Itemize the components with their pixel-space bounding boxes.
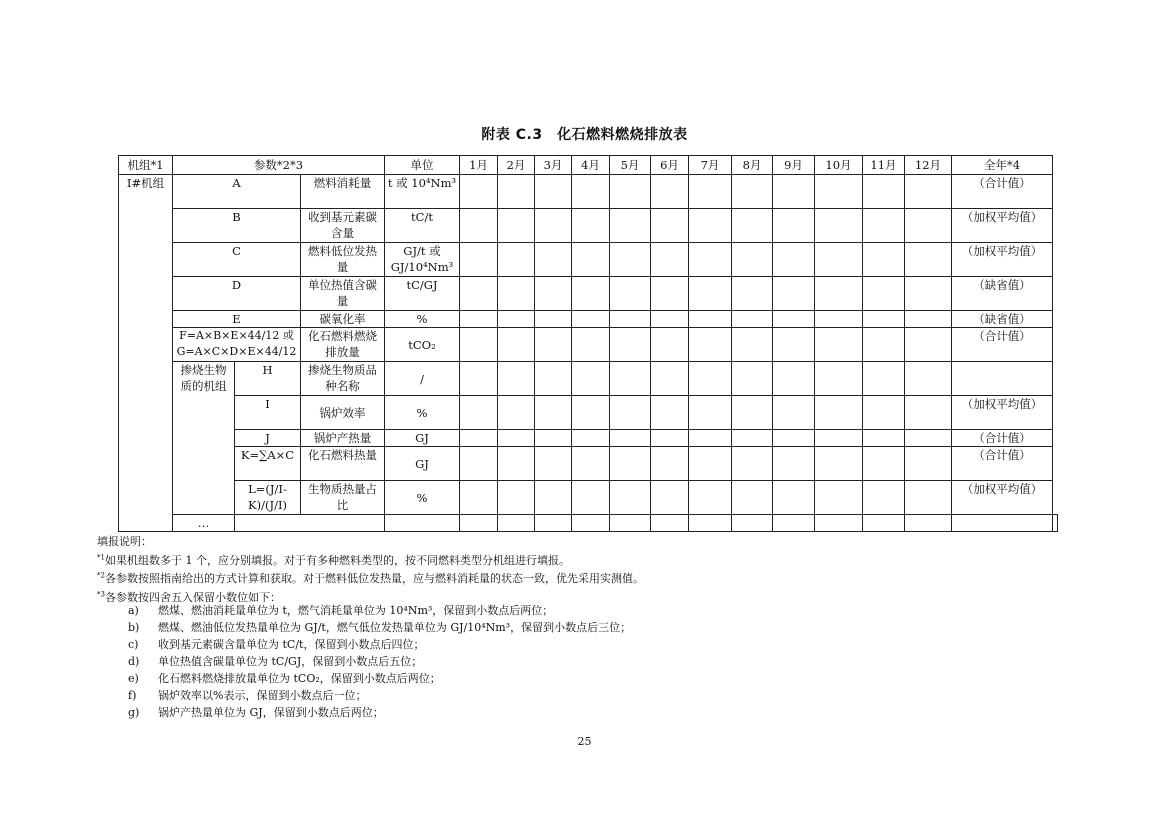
param-code: F=A×B×E×44/12 或 G=A×C×D×E×44/12 bbox=[173, 328, 301, 362]
month-cell[interactable] bbox=[498, 481, 535, 515]
month-cell[interactable] bbox=[815, 362, 863, 396]
month-cell[interactable] bbox=[651, 515, 689, 532]
param-code: J bbox=[235, 430, 301, 447]
month-cell[interactable] bbox=[689, 515, 732, 532]
month-cell[interactable] bbox=[535, 396, 572, 430]
month-cell[interactable] bbox=[572, 328, 610, 362]
month-cell[interactable] bbox=[689, 447, 732, 481]
month-cell[interactable] bbox=[572, 481, 610, 515]
month-cell[interactable] bbox=[651, 430, 689, 447]
list-item bbox=[128, 602, 631, 619]
month-cell[interactable] bbox=[905, 311, 952, 328]
month-cell[interactable] bbox=[732, 515, 773, 532]
header-params: 参数*2*3 bbox=[173, 156, 385, 175]
param-code: B bbox=[173, 209, 301, 243]
header-annual: 全年*4 bbox=[952, 156, 1053, 175]
month-cell[interactable] bbox=[815, 430, 863, 447]
month-cell[interactable] bbox=[905, 328, 952, 362]
month-cell[interactable] bbox=[651, 481, 689, 515]
month-cell[interactable] bbox=[610, 430, 651, 447]
month-cell[interactable] bbox=[572, 447, 610, 481]
param-name: 碳氧化率 bbox=[301, 311, 385, 328]
month-cell[interactable] bbox=[498, 175, 535, 209]
table-row bbox=[119, 447, 1058, 481]
month-cell[interactable] bbox=[815, 311, 863, 328]
month-cell[interactable] bbox=[651, 243, 689, 277]
header-row bbox=[119, 156, 1058, 175]
filling-notes bbox=[97, 533, 644, 607]
list-text: 收到基元素碳含量单位为 tC/t，保留到小数点后四位； bbox=[158, 638, 425, 651]
table-row bbox=[119, 277, 1058, 311]
list-label: g) bbox=[128, 706, 140, 719]
param-name: 燃料低位发热量 bbox=[301, 243, 385, 277]
month-cell[interactable] bbox=[815, 396, 863, 430]
list-text: 单位热值含碳量单位为 tC/GJ，保留到小数点后五位； bbox=[158, 655, 423, 668]
param-unit: tCO₂ bbox=[385, 328, 460, 362]
month-cell[interactable] bbox=[815, 277, 863, 311]
month-cell[interactable] bbox=[732, 243, 773, 277]
month-cell[interactable] bbox=[732, 277, 773, 311]
month-cell[interactable] bbox=[773, 396, 815, 430]
month-cell[interactable] bbox=[732, 362, 773, 396]
month-cell[interactable] bbox=[773, 243, 815, 277]
month-cell[interactable] bbox=[905, 447, 952, 481]
param-code: C bbox=[173, 243, 301, 277]
param-name: 掺烧生物质品种名称 bbox=[301, 362, 385, 396]
month-cell[interactable] bbox=[610, 481, 651, 515]
subgroup-label: 掺烧生物质的机组 bbox=[173, 362, 235, 515]
month-cell[interactable] bbox=[732, 447, 773, 481]
annual-cell: （合计值） bbox=[952, 447, 1053, 481]
month-cell[interactable] bbox=[863, 362, 905, 396]
month-cell[interactable] bbox=[863, 243, 905, 277]
month-cell[interactable] bbox=[498, 209, 535, 243]
month-cell[interactable] bbox=[572, 209, 610, 243]
month-cell[interactable] bbox=[815, 515, 863, 532]
month-cell[interactable] bbox=[535, 515, 572, 532]
unit-group-label: I#机组 bbox=[119, 175, 173, 532]
header-month: 1月 bbox=[460, 156, 498, 175]
month-cell[interactable] bbox=[498, 328, 535, 362]
list-label: a) bbox=[128, 604, 139, 617]
month-cell[interactable] bbox=[498, 277, 535, 311]
param-name: 化石燃料燃烧排放量 bbox=[301, 328, 385, 362]
param-name: 收到基元素碳含量 bbox=[301, 209, 385, 243]
header-unit-group: 机组*1 bbox=[119, 156, 173, 175]
ellipsis-row bbox=[119, 515, 1058, 532]
month-cell[interactable] bbox=[651, 328, 689, 362]
table-row bbox=[119, 175, 1058, 209]
table-title: 附表 C.3 化石燃料燃烧排放表 bbox=[481, 127, 688, 143]
month-cell[interactable] bbox=[905, 515, 952, 532]
annual-cell: （缺省值） bbox=[952, 311, 1053, 328]
month-cell[interactable] bbox=[863, 328, 905, 362]
table-row bbox=[119, 243, 1058, 277]
month-cell[interactable] bbox=[773, 481, 815, 515]
month-cell[interactable] bbox=[815, 447, 863, 481]
empty-cell bbox=[1053, 515, 1058, 532]
header-month: 7月 bbox=[689, 156, 732, 175]
month-cell[interactable] bbox=[498, 515, 535, 532]
param-unit: % bbox=[385, 396, 460, 430]
month-cell[interactable] bbox=[610, 362, 651, 396]
param-unit: % bbox=[385, 311, 460, 328]
param-name: 化石燃料热量 bbox=[301, 447, 385, 481]
annual-cell: （缺省值） bbox=[952, 277, 1053, 311]
month-cell[interactable] bbox=[651, 447, 689, 481]
month-cell[interactable] bbox=[460, 481, 498, 515]
month-cell[interactable] bbox=[460, 311, 498, 328]
month-cell[interactable] bbox=[905, 209, 952, 243]
month-cell[interactable] bbox=[689, 328, 732, 362]
month-cell[interactable] bbox=[689, 396, 732, 430]
month-cell[interactable] bbox=[572, 311, 610, 328]
header-month: 6月 bbox=[651, 156, 689, 175]
month-cell[interactable] bbox=[610, 175, 651, 209]
month-cell[interactable] bbox=[572, 396, 610, 430]
param-unit: GJ/t 或 GJ/10⁴Nm³ bbox=[385, 243, 460, 277]
list-item bbox=[128, 619, 631, 636]
month-cell[interactable] bbox=[535, 362, 572, 396]
param-name: 燃料消耗量 bbox=[301, 175, 385, 209]
month-cell[interactable] bbox=[498, 311, 535, 328]
param-code: D bbox=[173, 277, 301, 311]
month-cell[interactable] bbox=[689, 277, 732, 311]
header-month: 12月 bbox=[905, 156, 952, 175]
list-label: f) bbox=[128, 689, 137, 702]
month-cell[interactable] bbox=[535, 277, 572, 311]
month-cell[interactable] bbox=[535, 447, 572, 481]
month-cell[interactable] bbox=[460, 396, 498, 430]
footnote-mark: *2 bbox=[97, 571, 105, 580]
month-cell[interactable] bbox=[863, 396, 905, 430]
table-row bbox=[119, 362, 1058, 396]
month-cell[interactable] bbox=[863, 209, 905, 243]
empty-cell bbox=[235, 515, 385, 532]
empty-cell bbox=[460, 515, 498, 532]
header-month: 2月 bbox=[498, 156, 535, 175]
month-cell[interactable] bbox=[905, 243, 952, 277]
table-row bbox=[119, 481, 1058, 515]
table-row bbox=[119, 328, 1058, 362]
list-label: d) bbox=[128, 655, 140, 668]
month-cell[interactable] bbox=[732, 328, 773, 362]
empty-cell bbox=[385, 515, 460, 532]
header-month: 11月 bbox=[863, 156, 905, 175]
month-cell[interactable] bbox=[773, 447, 815, 481]
month-cell[interactable] bbox=[572, 362, 610, 396]
month-cell[interactable] bbox=[460, 175, 498, 209]
month-cell[interactable] bbox=[651, 277, 689, 311]
month-cell[interactable] bbox=[815, 209, 863, 243]
month-cell[interactable] bbox=[535, 430, 572, 447]
month-cell[interactable] bbox=[863, 277, 905, 311]
header-month: 4月 bbox=[572, 156, 610, 175]
month-cell[interactable] bbox=[689, 362, 732, 396]
month-cell[interactable] bbox=[572, 277, 610, 311]
month-cell[interactable] bbox=[815, 481, 863, 515]
footnote-text: 各参数按四舍五入保留小数位如下： bbox=[104, 590, 281, 604]
param-code: L=(J/I-K)/(J/I) bbox=[235, 481, 301, 515]
month-cell[interactable] bbox=[651, 209, 689, 243]
month-cell[interactable] bbox=[863, 430, 905, 447]
month-cell[interactable] bbox=[572, 515, 610, 532]
notes-heading: 填报说明： bbox=[97, 535, 152, 548]
month-cell[interactable] bbox=[572, 430, 610, 447]
annual-cell bbox=[952, 362, 1053, 396]
param-unit: % bbox=[385, 481, 460, 515]
header-month: 9月 bbox=[773, 156, 815, 175]
month-cell[interactable] bbox=[773, 515, 815, 532]
month-cell[interactable] bbox=[498, 430, 535, 447]
month-cell[interactable] bbox=[610, 328, 651, 362]
ellipsis-cell: … bbox=[173, 515, 235, 532]
month-cell[interactable] bbox=[610, 311, 651, 328]
table-row bbox=[119, 396, 1058, 430]
month-cell[interactable] bbox=[610, 209, 651, 243]
month-cell[interactable] bbox=[651, 175, 689, 209]
param-unit: GJ bbox=[385, 430, 460, 447]
month-cell[interactable] bbox=[863, 447, 905, 481]
month-cell[interactable] bbox=[498, 243, 535, 277]
header-month: 3月 bbox=[535, 156, 572, 175]
month-cell[interactable] bbox=[651, 362, 689, 396]
header-unit: 单位 bbox=[385, 156, 460, 175]
month-cell[interactable] bbox=[572, 243, 610, 277]
annual-cell: （加权平均值） bbox=[952, 396, 1053, 430]
month-cell[interactable] bbox=[460, 362, 498, 396]
month-cell[interactable] bbox=[773, 328, 815, 362]
annual-cell: （加权平均值） bbox=[952, 243, 1053, 277]
list-text: 燃煤、燃油消耗量单位为 t，燃气消耗量单位为 10⁴Nm³，保留到小数点后两位； bbox=[158, 604, 554, 617]
param-name: 锅炉产热量 bbox=[301, 430, 385, 447]
month-cell[interactable] bbox=[460, 447, 498, 481]
month-cell[interactable] bbox=[460, 328, 498, 362]
month-cell[interactable] bbox=[732, 175, 773, 209]
month-cell[interactable] bbox=[773, 362, 815, 396]
month-cell[interactable] bbox=[905, 277, 952, 311]
month-cell[interactable] bbox=[610, 447, 651, 481]
month-cell[interactable] bbox=[905, 396, 952, 430]
month-cell[interactable] bbox=[863, 515, 905, 532]
rounding-rules-list bbox=[128, 602, 631, 721]
month-cell[interactable] bbox=[610, 277, 651, 311]
month-cell[interactable] bbox=[732, 481, 773, 515]
annual-cell: （加权平均值） bbox=[952, 481, 1053, 515]
param-name: 单位热值含碳量 bbox=[301, 277, 385, 311]
month-cell[interactable] bbox=[952, 515, 1053, 532]
month-cell[interactable] bbox=[610, 396, 651, 430]
month-cell[interactable] bbox=[498, 396, 535, 430]
month-cell[interactable] bbox=[610, 243, 651, 277]
footnote-text: 如果机组数多于 1 个，应分别填报。对于有多种燃料类型的，按不同燃料类型分机组进行填报。 bbox=[104, 553, 570, 567]
month-cell[interactable] bbox=[815, 175, 863, 209]
month-cell[interactable] bbox=[498, 447, 535, 481]
param-unit: tC/t bbox=[385, 209, 460, 243]
month-cell[interactable] bbox=[535, 243, 572, 277]
month-cell[interactable] bbox=[863, 175, 905, 209]
month-cell[interactable] bbox=[863, 481, 905, 515]
month-cell[interactable] bbox=[572, 175, 610, 209]
param-unit: / bbox=[385, 362, 460, 396]
list-item bbox=[128, 687, 631, 704]
param-name: 锅炉效率 bbox=[301, 396, 385, 430]
list-text: 锅炉效率以%表示，保留到小数点后一位； bbox=[158, 689, 367, 702]
emission-table bbox=[118, 155, 1058, 532]
footnote-mark: *1 bbox=[97, 552, 105, 561]
footnote bbox=[97, 552, 644, 571]
table-row bbox=[119, 311, 1058, 328]
month-cell[interactable] bbox=[773, 209, 815, 243]
list-item bbox=[128, 670, 631, 687]
annual-cell: （合计值） bbox=[952, 328, 1053, 362]
list-text: 化石燃料燃烧排放量单位为 tCO₂，保留到小数点后两位； bbox=[158, 672, 441, 685]
month-cell[interactable] bbox=[460, 243, 498, 277]
month-cell[interactable] bbox=[905, 362, 952, 396]
month-cell[interactable] bbox=[773, 277, 815, 311]
header-month: 8月 bbox=[732, 156, 773, 175]
month-cell[interactable] bbox=[689, 481, 732, 515]
list-item bbox=[128, 704, 631, 721]
param-code: K=∑A×C bbox=[235, 447, 301, 481]
month-cell[interactable] bbox=[535, 175, 572, 209]
month-cell[interactable] bbox=[689, 243, 732, 277]
month-cell[interactable] bbox=[732, 396, 773, 430]
page-number: 25 bbox=[577, 735, 592, 748]
month-cell[interactable] bbox=[535, 328, 572, 362]
list-label: e) bbox=[128, 672, 139, 685]
month-cell[interactable] bbox=[773, 430, 815, 447]
param-code: H bbox=[235, 362, 301, 396]
header-month: 5月 bbox=[610, 156, 651, 175]
month-cell[interactable] bbox=[732, 430, 773, 447]
annual-cell: （合计值） bbox=[952, 430, 1053, 447]
month-cell[interactable] bbox=[905, 175, 952, 209]
month-cell[interactable] bbox=[689, 209, 732, 243]
table-row bbox=[119, 430, 1058, 447]
month-cell[interactable] bbox=[651, 396, 689, 430]
month-cell[interactable] bbox=[689, 311, 732, 328]
month-cell[interactable] bbox=[689, 430, 732, 447]
month-cell[interactable] bbox=[773, 175, 815, 209]
footnote bbox=[97, 570, 644, 589]
month-cell[interactable] bbox=[815, 243, 863, 277]
month-cell[interactable] bbox=[732, 311, 773, 328]
month-cell[interactable] bbox=[689, 175, 732, 209]
month-cell[interactable] bbox=[815, 328, 863, 362]
footnote-text: 各参数按照指南给出的方式计算和获取。对于燃料低位发热量，应与燃料消耗量的状态一致，优先采用实测值。 bbox=[104, 572, 644, 585]
annual-cell: （合计值） bbox=[952, 175, 1053, 209]
month-cell[interactable] bbox=[773, 311, 815, 328]
param-unit: GJ bbox=[385, 447, 460, 481]
month-cell[interactable] bbox=[535, 209, 572, 243]
month-cell[interactable] bbox=[651, 311, 689, 328]
list-text: 燃煤、燃油低位发热量单位为 GJ/t，燃气低位发热量单位为 GJ/10⁴Nm³，保留到小数点后三位； bbox=[158, 621, 632, 634]
header-month: 10月 bbox=[815, 156, 863, 175]
month-cell[interactable] bbox=[460, 277, 498, 311]
annual-cell: （加权平均值） bbox=[952, 209, 1053, 243]
month-cell[interactable] bbox=[863, 311, 905, 328]
month-cell[interactable] bbox=[535, 311, 572, 328]
footnote-mark: *3 bbox=[97, 589, 105, 598]
list-text: 锅炉产热量单位为 GJ，保留到小数点后两位； bbox=[158, 706, 384, 719]
table-row bbox=[119, 209, 1058, 243]
param-unit: t 或 10⁴Nm³ bbox=[385, 175, 460, 209]
param-code: A bbox=[173, 175, 301, 209]
param-name: 生物质热量占比 bbox=[301, 481, 385, 515]
list-item bbox=[128, 636, 631, 653]
month-cell[interactable] bbox=[498, 362, 535, 396]
month-cell[interactable] bbox=[905, 481, 952, 515]
list-label: c) bbox=[128, 638, 139, 651]
list-item bbox=[128, 653, 631, 670]
month-cell[interactable] bbox=[732, 209, 773, 243]
month-cell[interactable] bbox=[905, 430, 952, 447]
param-code: E bbox=[173, 311, 301, 328]
param-unit: tC/GJ bbox=[385, 277, 460, 311]
month-cell[interactable] bbox=[535, 481, 572, 515]
month-cell[interactable] bbox=[460, 430, 498, 447]
param-code: I bbox=[235, 396, 301, 430]
month-cell[interactable] bbox=[610, 515, 651, 532]
month-cell[interactable] bbox=[460, 209, 498, 243]
list-label: b) bbox=[128, 621, 140, 634]
